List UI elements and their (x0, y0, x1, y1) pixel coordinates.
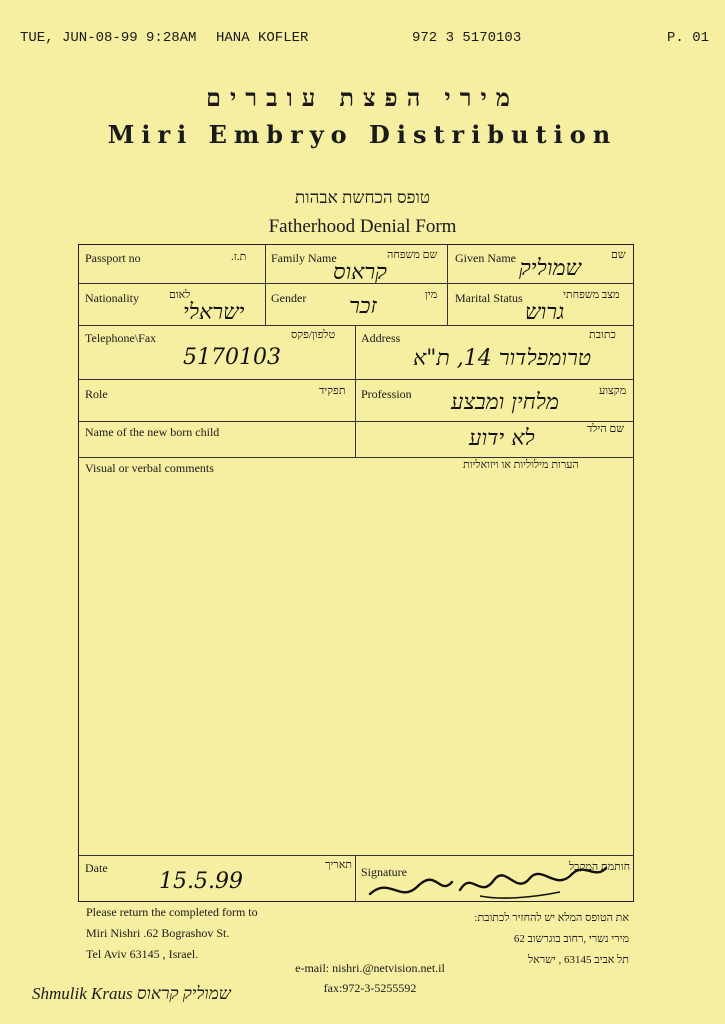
child-name-label: Name of the new born child (85, 425, 220, 439)
gender-label: Gender (271, 291, 307, 305)
fax-phone: 972 3 5170103 (412, 30, 522, 46)
role-label-hebrew: תפקיד (319, 385, 346, 397)
email-text: e-mail: nishri.@netvision.net.il (295, 961, 445, 975)
form-title-english: Fatherhood Denial Form (268, 216, 457, 237)
company-name-hebrew: מירי הפצת עוברים (205, 86, 520, 112)
nationality-label-hebrew: לאום (169, 289, 191, 301)
comments-label: Visual or verbal comments (85, 461, 214, 475)
passport-label: Passport no (85, 251, 141, 265)
gender-value: זכר (349, 294, 377, 319)
given-name-label-hebrew: שם (611, 249, 626, 261)
form-table (78, 244, 634, 902)
return-line: Miri Nishri .62 Bograshov St. (86, 926, 230, 940)
family-name-label-hebrew: שם משפחה (387, 249, 438, 261)
marital-status-value: גרוש (525, 300, 565, 325)
column-divider (265, 245, 266, 325)
return-address-english (86, 902, 258, 965)
telephone-label-hebrew: טלפון/פקס (291, 329, 336, 341)
given-name-value: שמוליק (519, 256, 582, 281)
child-name-label-hebrew: שם הילד (587, 423, 625, 435)
fax-datetime: TUE, JUN-08-99 9:28AM (20, 30, 197, 46)
telephone-value: 5170103 (183, 345, 281, 370)
date-label: Date (85, 861, 108, 875)
handwritten-signature (360, 856, 610, 906)
given-name-label: Given Name (455, 251, 516, 265)
return-line: Tel Aviv 63145 , Israel. (86, 947, 199, 961)
profession-label: Profession (361, 387, 412, 401)
contact-info (240, 958, 500, 998)
fax-header (20, 30, 709, 50)
profession-value: מלחין ומבצע (451, 390, 559, 415)
return-line: Please return the completed form to (86, 905, 258, 919)
comments-label-hebrew: הערות מילוליות או ויזואליות (463, 459, 579, 471)
signature-label: Signature (361, 865, 407, 879)
date-label-hebrew: תאריך (325, 859, 353, 871)
child-name-value: לא ידוע (469, 426, 535, 451)
address-value: טרומפלדור 14, ת"א (413, 346, 592, 371)
fax-page: P. 01 (666, 30, 709, 46)
date-value: 15.5.99 (159, 869, 243, 894)
profession-label-hebrew: מקצוע (599, 385, 627, 397)
nationality-label: Nationality (85, 291, 139, 305)
name-stamp: Shmulik Kraus שמוליק קראוס (32, 984, 231, 1003)
address-label: Address (361, 331, 401, 345)
fax-text: fax:972-3-5255592 (323, 981, 417, 995)
marital-status-label: Marital Status (455, 291, 523, 305)
fax-sender: HANA KOFLER (216, 30, 309, 46)
address-label-hebrew: כתובת (589, 329, 616, 341)
telephone-label: Telephone\Fax (85, 331, 157, 345)
company-name-english: Miri Embryo Distribution (107, 120, 618, 149)
form-title-hebrew: טופס הכחשת אבהות (294, 188, 431, 207)
row-divider (79, 457, 633, 458)
role-label: Role (85, 387, 108, 401)
passport-label-hebrew: ת.ז. (231, 251, 247, 263)
column-divider (355, 855, 356, 901)
nationality-value: ישראלי (183, 300, 245, 325)
family-name-value: קראוס (333, 260, 387, 285)
gender-label-hebrew: מין (425, 289, 438, 301)
row-divider (79, 421, 633, 422)
return-line-hebrew: תל אביב 63145 , ישראל (527, 954, 629, 966)
column-divider (447, 245, 448, 325)
return-line-hebrew: את הטופס המלא יש להחזיר לכתובת: (474, 912, 629, 924)
return-line-hebrew: מירי נשרי ,רחוב בוגרשוב 62 (513, 933, 629, 945)
signature-label-hebrew: חותמת המקבל (569, 861, 631, 873)
row-divider (79, 325, 633, 326)
marital-status-label-hebrew: מצב משפחתי (563, 289, 620, 301)
row-divider (79, 379, 633, 380)
column-divider (355, 325, 356, 457)
family-name-label: Family Name (271, 251, 337, 265)
